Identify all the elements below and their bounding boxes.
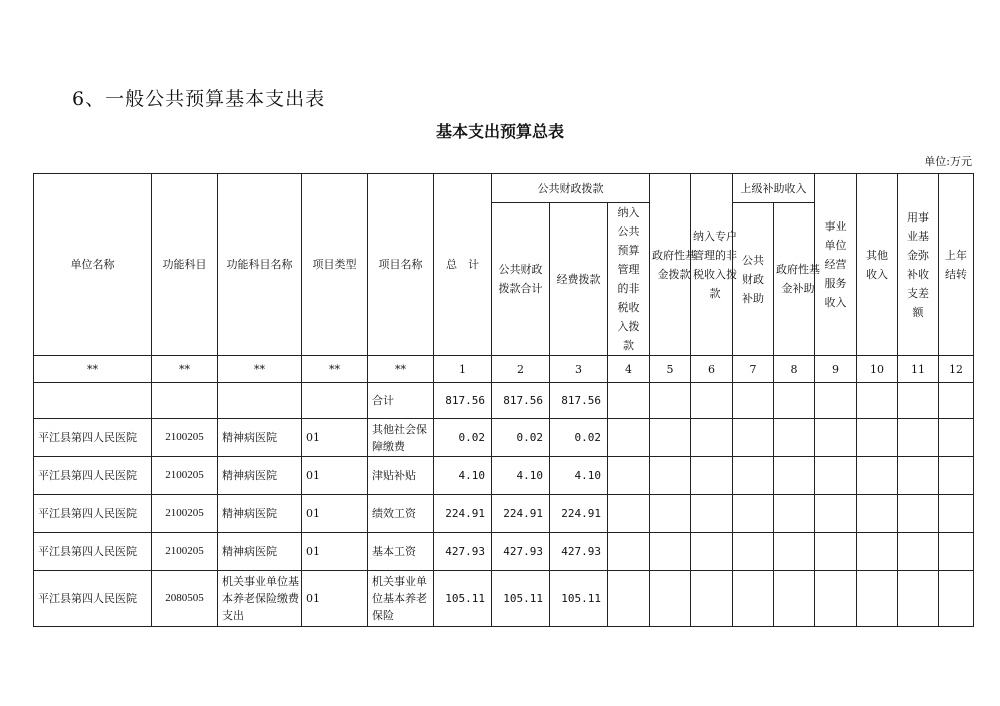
cell-expense: 0.02 — [550, 419, 608, 457]
header-special-account: 纳入专户管理的非税收入拨款 — [691, 174, 733, 356]
header-expense: 经费拨款 — [550, 203, 608, 356]
total-label: 合计 — [368, 383, 434, 419]
index-cell: 12 — [939, 356, 974, 383]
index-cell: 10 — [857, 356, 898, 383]
cell-func-code: 2100205 — [152, 495, 218, 533]
table-row — [34, 419, 974, 457]
cell-total: 4.10 — [434, 457, 492, 495]
total-total: 817.56 — [434, 383, 492, 419]
index-cell: 9 — [815, 356, 857, 383]
index-cell: 11 — [898, 356, 939, 383]
header-proj-name: 项目名称 — [368, 174, 434, 356]
cell-proj-name: 基本工资 — [368, 533, 434, 571]
header-fund-offset: 用事业基金弥补收支差额 — [898, 174, 939, 356]
total-expense: 817.56 — [550, 383, 608, 419]
cell-func-code: 2100205 — [152, 419, 218, 457]
cell-func-code: 2100205 — [152, 533, 218, 571]
cell-func-code: 2080505 — [152, 571, 218, 627]
index-cell: 7 — [733, 356, 774, 383]
cell-proj-type: 01 — [302, 533, 368, 571]
index-cell: 8 — [774, 356, 815, 383]
header-non-tax: 纳入公共预算管理的非税收入拨款 — [608, 203, 650, 356]
index-cell: 3 — [550, 356, 608, 383]
cell-func-name: 精神病医院 — [218, 457, 302, 495]
cell-public-sum: 105.11 — [492, 571, 550, 627]
index-cell: ** — [218, 356, 302, 383]
budget-table — [33, 173, 974, 627]
cell-proj-name: 机关事业单位基本养老保险 — [368, 571, 434, 627]
header-carryover: 上年结转 — [939, 174, 974, 356]
cell-func-name: 机关事业单位基本养老保险缴费支出 — [218, 571, 302, 627]
header-gov-fund: 政府性基金拨款 — [650, 174, 691, 356]
cell-func-code: 2100205 — [152, 457, 218, 495]
header-public-fiscal: 公共财政拨款 — [492, 174, 650, 203]
cell-unit: 平江县第四人民医院 — [34, 533, 152, 571]
index-cell: ** — [302, 356, 368, 383]
table-title: 基本支出预算总表 — [435, 122, 564, 141]
header-gov-fund-subsidy: 政府性基金补助 — [774, 203, 815, 356]
cell-proj-name: 津贴补贴 — [368, 457, 434, 495]
section-title: 6、一般公共预算基本支出表 — [72, 88, 326, 110]
cell-unit: 平江县第四人民医院 — [34, 419, 152, 457]
header-upper-subsidy: 上级补助收入 — [733, 174, 815, 203]
cell-expense: 427.93 — [550, 533, 608, 571]
index-row — [34, 356, 974, 383]
cell-total: 105.11 — [434, 571, 492, 627]
header-business-income: 事业单位经营服务收入 — [815, 174, 857, 356]
cell-total: 224.91 — [434, 495, 492, 533]
table-row — [34, 457, 974, 495]
cell-proj-type: 01 — [302, 419, 368, 457]
cell-public-sum: 427.93 — [492, 533, 550, 571]
cell-public-sum: 224.91 — [492, 495, 550, 533]
unit-label: 单位:万元 — [924, 155, 972, 168]
total-row — [34, 383, 974, 419]
cell-func-name: 精神病医院 — [218, 495, 302, 533]
cell-unit: 平江县第四人民医院 — [34, 457, 152, 495]
cell-proj-type: 01 — [302, 495, 368, 533]
cell-unit: 平江县第四人民医院 — [34, 571, 152, 627]
cell-expense: 105.11 — [550, 571, 608, 627]
index-cell: ** — [152, 356, 218, 383]
header-public-subsidy: 公共财政补助 — [733, 203, 774, 356]
cell-unit: 平江县第四人民医院 — [34, 495, 152, 533]
index-cell: ** — [34, 356, 152, 383]
header-other-income: 其他收入 — [857, 174, 898, 356]
cell-expense: 4.10 — [550, 457, 608, 495]
cell-public-sum: 0.02 — [492, 419, 550, 457]
header-total: 总 计 — [434, 174, 492, 356]
index-cell: 4 — [608, 356, 650, 383]
cell-proj-name: 其他社会保障缴费 — [368, 419, 434, 457]
index-cell: 6 — [691, 356, 733, 383]
index-cell: ** — [368, 356, 434, 383]
header-proj-type: 项目类型 — [302, 174, 368, 356]
index-cell: 5 — [650, 356, 691, 383]
index-cell: 2 — [492, 356, 550, 383]
cell-func-name: 精神病医院 — [218, 419, 302, 457]
table-row — [34, 571, 974, 627]
cell-total: 0.02 — [434, 419, 492, 457]
total-public-sum: 817.56 — [492, 383, 550, 419]
header-func-code: 功能科目 — [152, 174, 218, 356]
cell-proj-type: 01 — [302, 571, 368, 627]
header-public-fiscal-sum: 公共财政拨款合计 — [492, 203, 550, 356]
cell-func-name: 精神病医院 — [218, 533, 302, 571]
cell-proj-name: 绩效工资 — [368, 495, 434, 533]
table-row — [34, 495, 974, 533]
cell-proj-type: 01 — [302, 457, 368, 495]
cell-public-sum: 4.10 — [492, 457, 550, 495]
table-row — [34, 533, 974, 571]
cell-expense: 224.91 — [550, 495, 608, 533]
header-unit-name: 单位名称 — [34, 174, 152, 356]
index-cell: 1 — [434, 356, 492, 383]
header-func-name: 功能科目名称 — [218, 174, 302, 356]
cell-total: 427.93 — [434, 533, 492, 571]
